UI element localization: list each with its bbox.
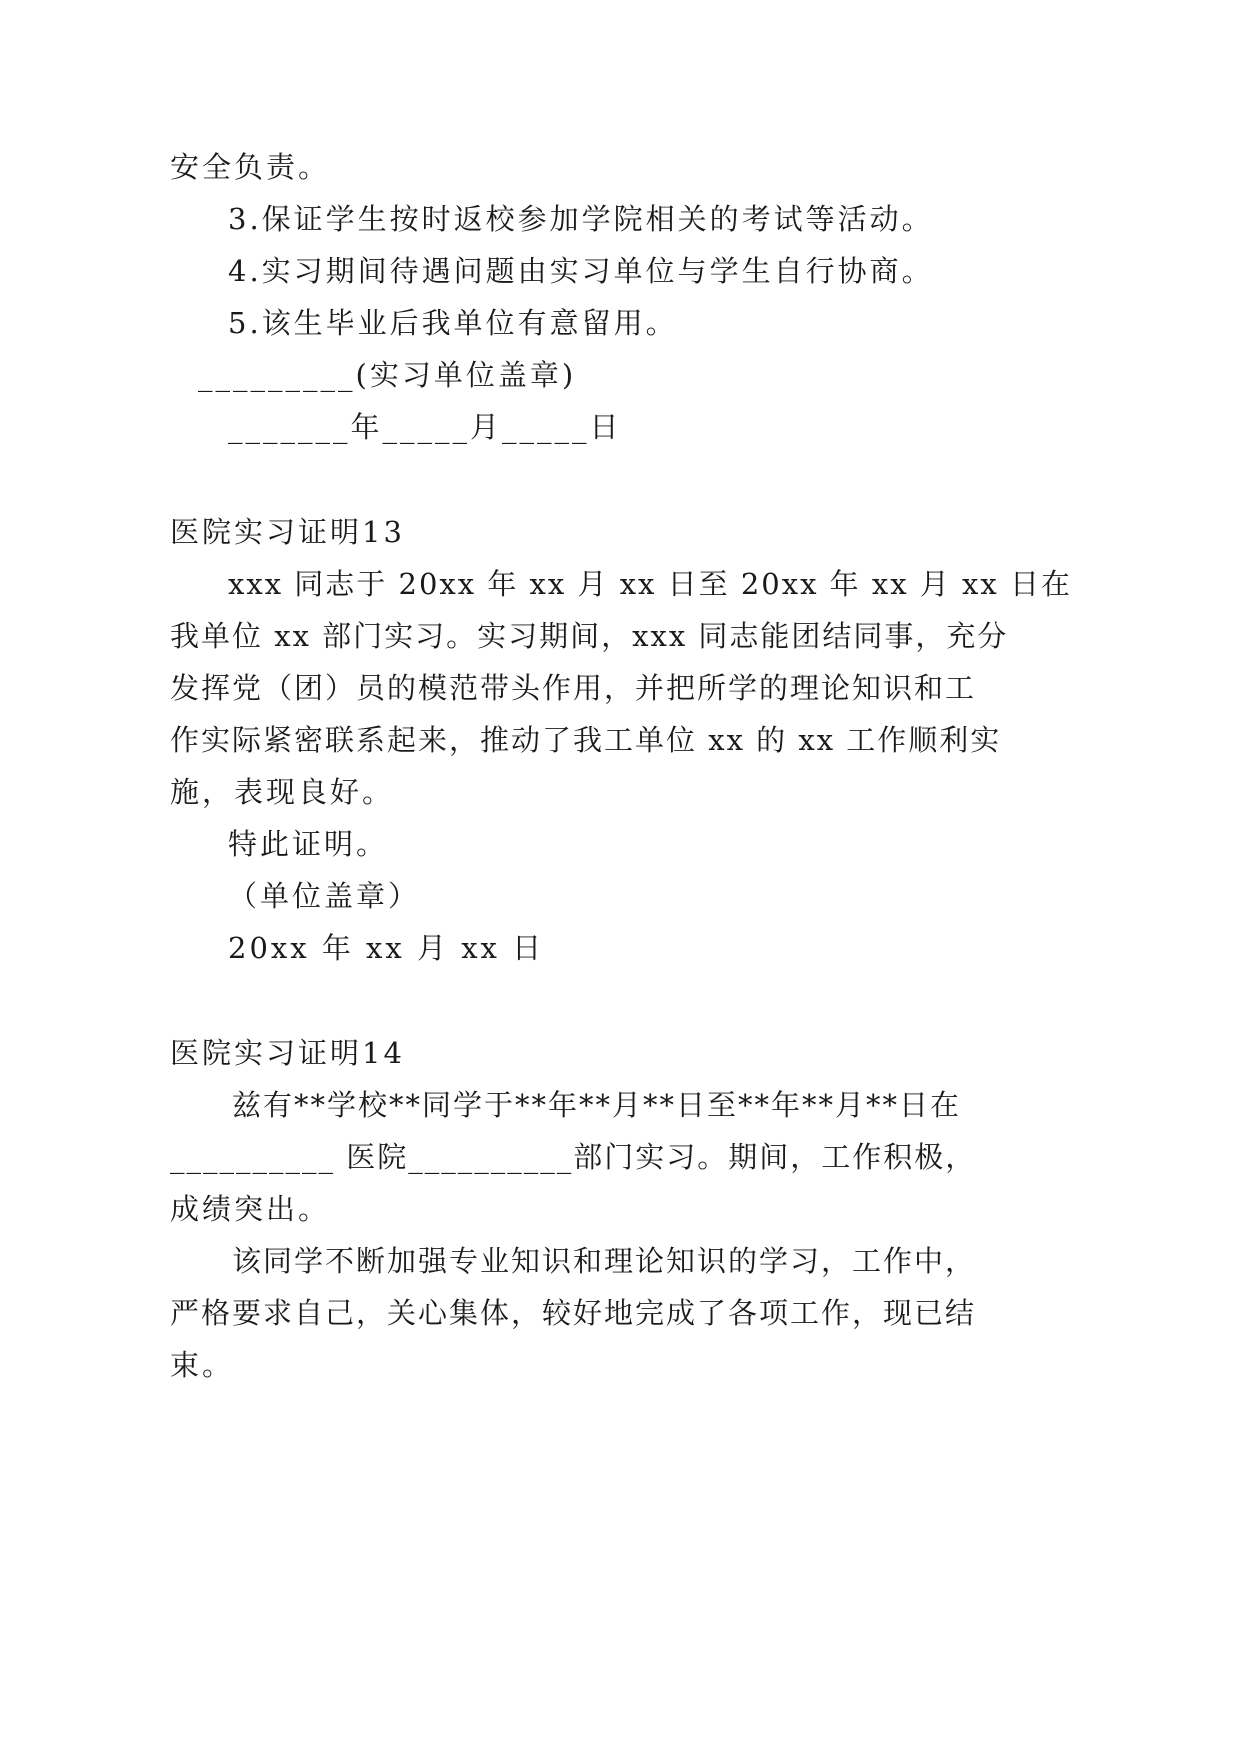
date-line: _______年_____月_____日: [228, 410, 622, 444]
body-line: 成绩突出。: [170, 1192, 331, 1226]
body-line: 严格要求自己，关心集体，较好地完成了各项工作，现已结: [170, 1296, 977, 1330]
seal-line: _________(实习单位盖章): [198, 358, 577, 392]
body-line: 发挥党（团）员的模范带头作用，并把所学的理论知识和工: [170, 671, 977, 705]
body-line: 施，表现良好。: [170, 775, 395, 809]
body-line: 作实际紧密联系起来，推动了我工单位 xx 的 xx 工作顺利实: [170, 723, 1002, 757]
section-title: 医院实习证明13: [170, 515, 405, 549]
date-text: 20xx 年 xx 月 xx 日: [228, 931, 545, 965]
body-line: 兹有**学校**同学于**年**月**日至**年**月**日在: [232, 1088, 962, 1122]
list-item-4: 4.实习期间待遇问题由实习单位与学生自行协商。: [228, 254, 934, 288]
list-item-3: 3.保证学生按时返校参加学院相关的考试等活动。: [228, 202, 934, 236]
body-line: 该同学不断加强专业知识和理论知识的学习，工作中，: [232, 1244, 977, 1278]
body-line: 我单位 xx 部门实习。实习期间，xxx 同志能团结同事，充分: [170, 619, 1009, 653]
body-line: __________ 医院__________部门实习。期间，工作积极，: [170, 1140, 977, 1174]
section-title: 医院实习证明14: [170, 1036, 405, 1070]
body-line: xxx 同志于 20xx 年 xx 月 xx 日至 20xx 年 xx 月 xx 日在: [228, 567, 1072, 601]
text-line: 安全负责。: [170, 150, 331, 184]
closing-text: 特此证明。: [228, 827, 389, 861]
list-item-5: 5.该生毕业后我单位有意留用。: [228, 306, 678, 340]
body-line: 束。: [170, 1348, 235, 1382]
seal-text: （单位盖章）: [228, 879, 421, 913]
